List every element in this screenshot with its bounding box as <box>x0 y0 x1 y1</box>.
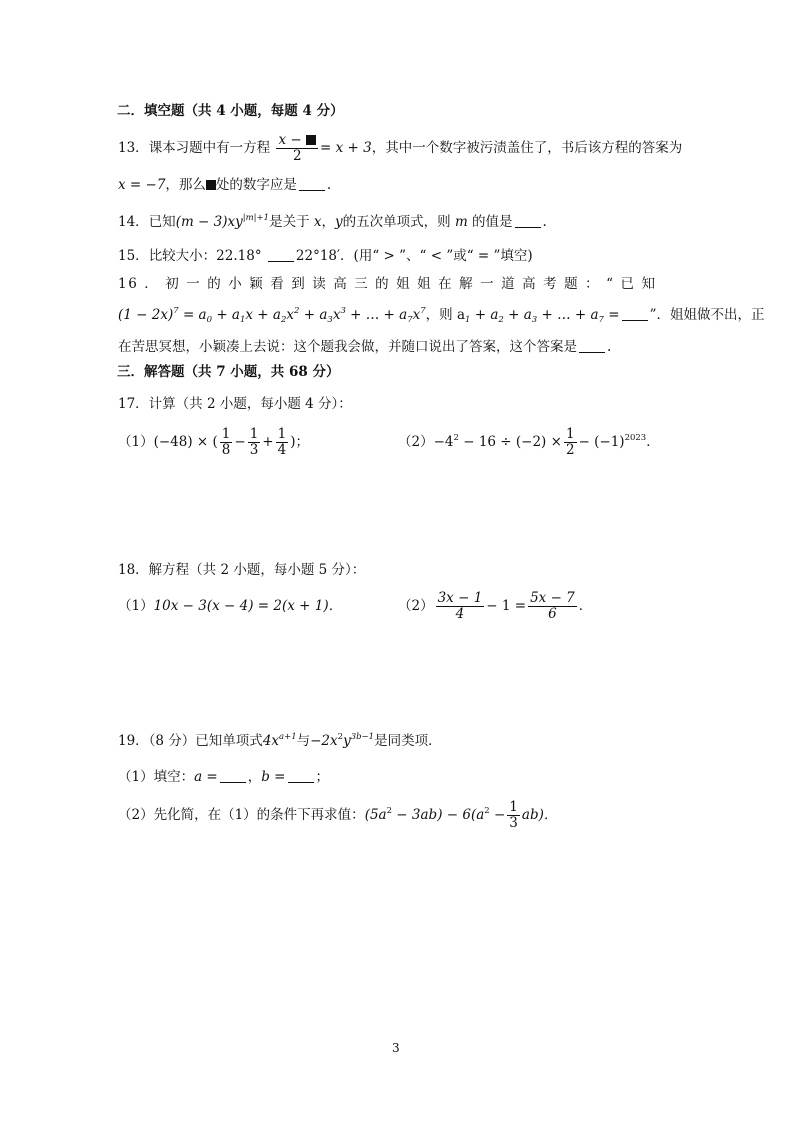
ink-stain-square-icon <box>306 135 316 145</box>
question-15: 15．比较大小：22.18° 22°18′．(用“ > ”、“ < ”或“ = ”填空) <box>118 248 533 264</box>
q13-fraction: $\frac{x -}{2}$ <box>276 133 318 164</box>
question-19-stem: 19．（8 分）已知单项式$4x^{a+1}$与$-2x^2y^{3b-1}$是同类项． <box>118 732 442 749</box>
page-number: 3 <box>392 1041 400 1055</box>
answer-blank <box>299 177 325 191</box>
section-heading-solutions: 三．解答题（共 7 小题，共 68 分） <box>117 364 340 380</box>
question-17-part-1: （1）(−48) × ( $\frac{1}{8}$ − $\frac{1}{3}$ + $\frac{1}{4}$ )； <box>118 426 309 458</box>
question-19-part-1: （1）填空：a = ，b = ； <box>118 769 329 785</box>
question-18-part-2: （2） $\frac{3x - 1}{4}$ − 1 = $\frac{5x - 7}{6}$ ． <box>398 590 593 622</box>
section-heading-fill-in: 二．填空题（共 4 小题，每题 4 分） <box>117 103 344 119</box>
ink-stain-square-icon <box>206 180 216 190</box>
question-13-line-2: x = −7，那么 处的数字应是 . <box>118 177 332 193</box>
answer-blank <box>515 214 541 228</box>
question-17-part-2: $(2)-4^2 - 16 \div (-2)$ × $\frac{1}{2}$ − $(-1)^{2023}$． <box>398 426 660 458</box>
question-18-title: 18．解方程（共 2 小题，每小题 5 分）： <box>118 562 366 578</box>
question-16-line-2: $(1 - 2x)^7 = a_0 + a_1x + a_2x^2 + a_3x^3$ + … + $a_7x^7$，则 $a_1 + a_2 + a_3$ + … + $a_7$ = ”．姐姐做不出，正 <box>118 306 765 325</box>
answer-blank <box>288 769 314 783</box>
question-17-title: 17．计算（共 2 小题，每小题 4 分）： <box>118 396 352 412</box>
question-19-part-2: （2）先化简，在（1）的条件下再求值：$(5a^2 - 3ab) - 6(a^2$ − $\frac{1}{3}$ ab)． <box>118 799 558 831</box>
answer-blank <box>579 339 605 353</box>
question-16-line-3: 在苦思冥想，小颖凑上去说：这个题我会做，并随口说出了答案，这个答案是 . <box>118 339 612 355</box>
question-13-line-1: 13．课本习题中有一方程 $\frac{x -}{2}$ = x + 3，其中一个数字被污渍盖住了，书后该方程的答案为 <box>118 132 683 164</box>
question-18-part-1: （1）10x − 3(x − 4) = 2(x + 1)． <box>118 598 343 614</box>
question-16-line-1: 16 ． 初 一 的 小 颖 看 到 读 高 三 的 姐 姐 在 解 一 道 高 考 题 ： “ 已 知 <box>118 276 657 292</box>
answer-blank <box>268 248 294 262</box>
answer-blank <box>622 307 648 321</box>
answer-blank <box>220 769 246 783</box>
question-14: 14．已知$(m - 3)xy^{|m|+1}$是关于 x，y的五次单项式，则 m 的值是 . <box>118 213 547 230</box>
